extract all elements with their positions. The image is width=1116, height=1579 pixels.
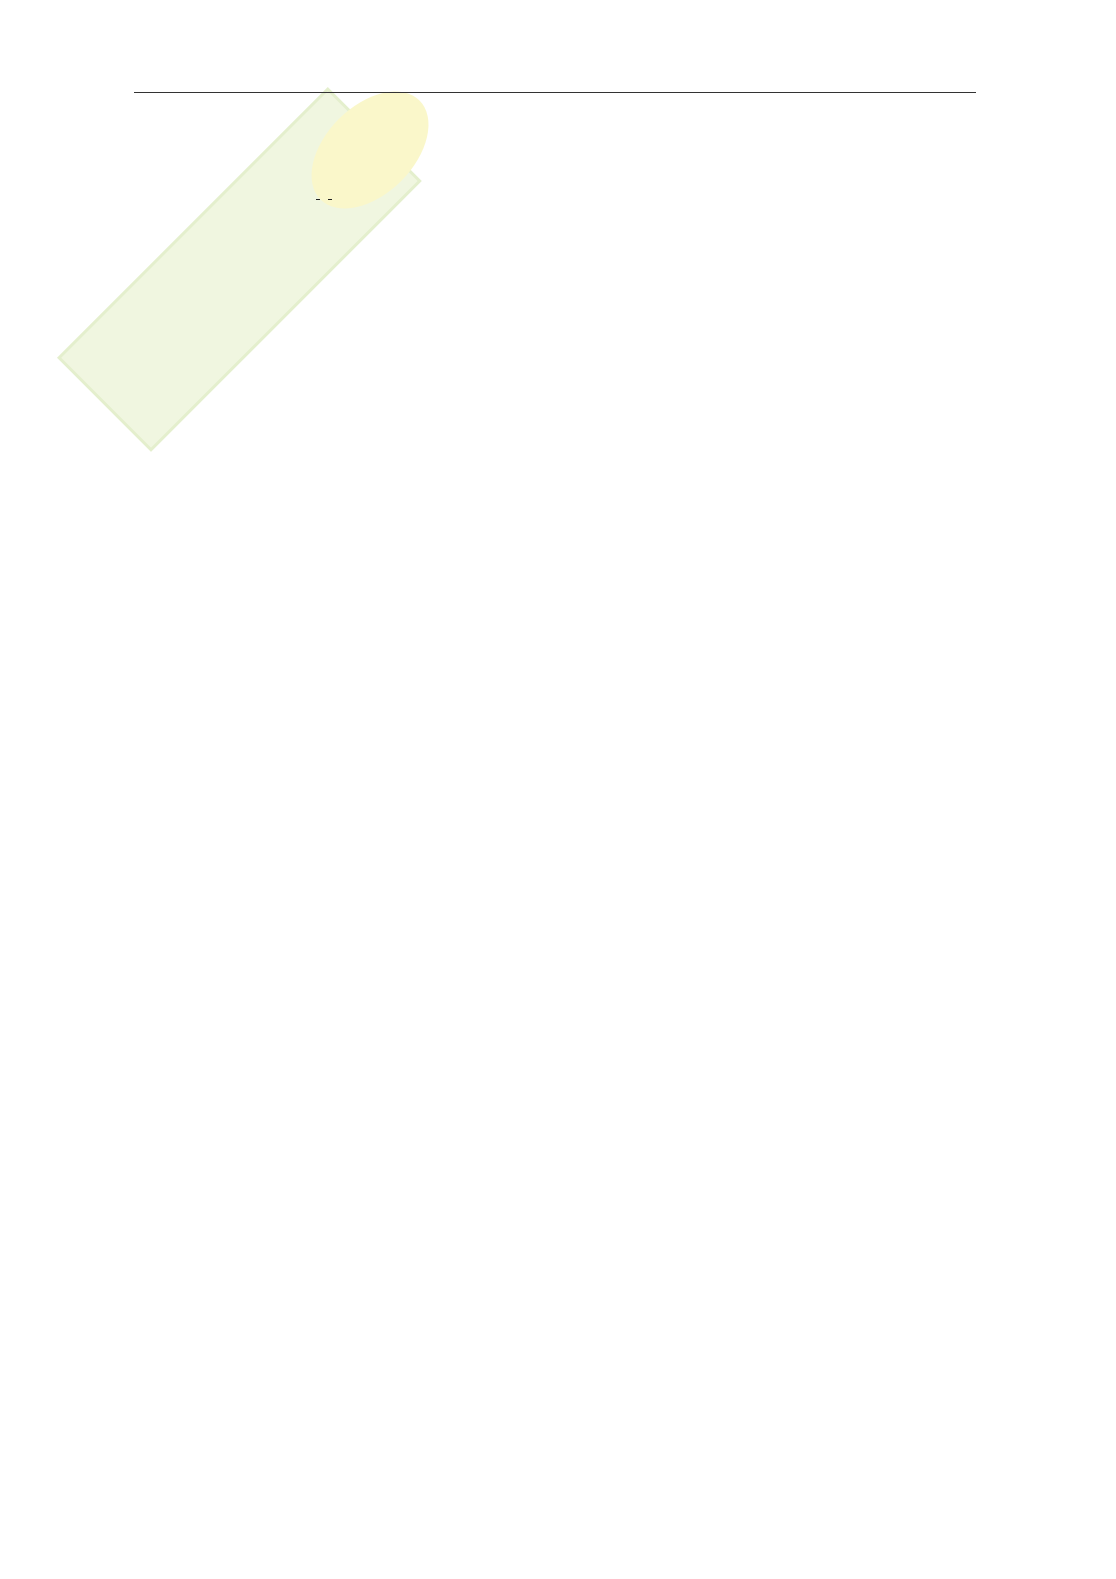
page-body <box>134 140 976 262</box>
page-header <box>134 62 976 93</box>
fraction-numerator <box>328 196 332 200</box>
watermark-logo <box>20 30 480 510</box>
fraction-numerator <box>316 196 320 200</box>
equation-fraction-samples <box>316 196 320 203</box>
equation <box>134 166 976 232</box>
equation-fraction-bits <box>328 196 332 203</box>
